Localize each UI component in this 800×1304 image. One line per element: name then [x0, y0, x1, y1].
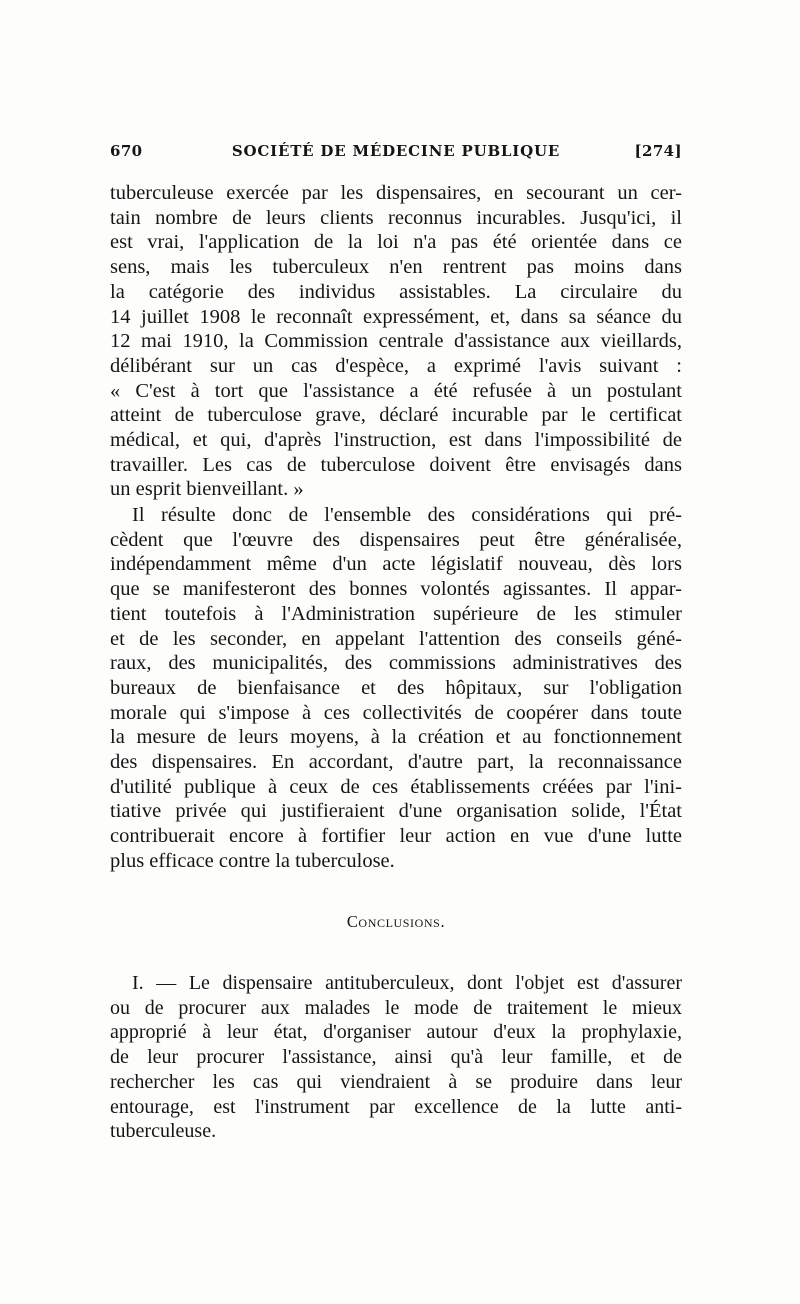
- text-line: raux, des municipalités, des commissions administratives des: [110, 652, 682, 675]
- text-line: plus efficace contre la tuberculose.: [110, 849, 395, 872]
- text-line: sens, mais les tuberculeux n'en rentrent pas moins dans: [110, 256, 682, 279]
- text-line: et de les seconder, en appelant l'attention des conseils géné-: [110, 627, 682, 650]
- text-line: I. — Le dispensaire antituberculeux, dont l'objet est d'assurer: [132, 972, 682, 994]
- text-line: que se manifesteront des bonnes volontés agissantes. Il appar-: [110, 578, 682, 601]
- text-line: Il résulte donc de l'ensemble des considérations qui pré-: [132, 504, 682, 526]
- text-line: un esprit bienveillant. »: [110, 478, 304, 501]
- paragraph-tuberculeux-assistance: [110, 181, 682, 502]
- text-line: entourage, est l'instrument par excellence de la lutte anti-: [110, 1095, 682, 1118]
- text-line: ou de procurer aux malades le mode de traitement le mieux: [110, 996, 682, 1019]
- text-line: délibérant sur un cas d'espèce, a exprimé l'avis suivant :: [110, 354, 682, 377]
- text-line: tuberculeuse.: [110, 1120, 217, 1143]
- text-line: « C'est à tort que l'assistance a été refusée à un postulant: [110, 379, 682, 402]
- text-line: de leur procurer l'assistance, ainsi qu'à leur famille, et de: [110, 1046, 682, 1069]
- page-number: 670: [110, 142, 143, 160]
- section-heading-conclusions: Conclusions.: [346, 912, 446, 931]
- paragraph-dispensaires-generalisation: [110, 503, 682, 874]
- text-line: médical, et qui, d'après l'instruction, est dans l'impossibilité de: [110, 429, 682, 452]
- text-line: indépendamment même d'un acte législatif nouveau, dès lors: [110, 553, 682, 576]
- text-line: est vrai, l'application de la loi n'a pas été orientée dans ce: [110, 231, 682, 254]
- paragraph-conclusion-1: [110, 971, 682, 1144]
- text-line: contribuerait encore à fortifier leur action en vue d'une lutte: [110, 825, 682, 848]
- page-header: [110, 142, 682, 164]
- running-title: SOCIÉTÉ DE MÉDECINE PUBLIQUE: [231, 142, 561, 160]
- text-line: bureaux de bienfaisance et des hôpitaux, sur l'obligation: [110, 676, 682, 699]
- page-reference: [274]: [634, 142, 682, 160]
- text-line: approprié à leur état, d'organiser autour d'eux la prophylaxie,: [110, 1021, 682, 1044]
- text-line: travailler. Les cas de tuberculose doivent être envisagés dans: [110, 453, 682, 476]
- text-line: des dispensaires. En accordant, d'autre part, la reconnaissance: [110, 751, 682, 774]
- text-line: tient toutefois à l'Administration supérieure de les stimuler: [110, 602, 682, 625]
- text-line: cèdent que l'œuvre des dispensaires peut être généralisée,: [110, 528, 682, 551]
- text-line: 14 juillet 1908 le reconnaît expressément, et, dans sa séance du: [110, 305, 682, 328]
- text-line: la mesure de leurs moyens, à la création et au fonctionnement: [110, 726, 682, 749]
- text-line: tiative privée qui justifieraient d'une organisation solide, l'État: [110, 800, 682, 823]
- text-line: tain nombre de leurs clients reconnus incurables. Jusqu'ici, il: [110, 206, 682, 229]
- text-line: 12 mai 1910, la Commission centrale d'assistance aux vieillards,: [110, 330, 682, 353]
- text-line: la catégorie des individus assistables. La circulaire du: [110, 280, 682, 303]
- text-line: tuberculeuse exercée par les dispensaires, en secourant un cer-: [110, 182, 682, 204]
- text-line: atteint de tuberculose grave, déclaré incurable par le certificat: [110, 404, 682, 427]
- text-line: rechercher les cas qui viendraient à se produire dans leur: [110, 1070, 682, 1093]
- text-line: d'utilité publique à ceux de ces établissements créées par l'ini-: [110, 775, 682, 798]
- text-line: morale qui s'impose à ces collectivités de coopérer dans toute: [110, 701, 682, 724]
